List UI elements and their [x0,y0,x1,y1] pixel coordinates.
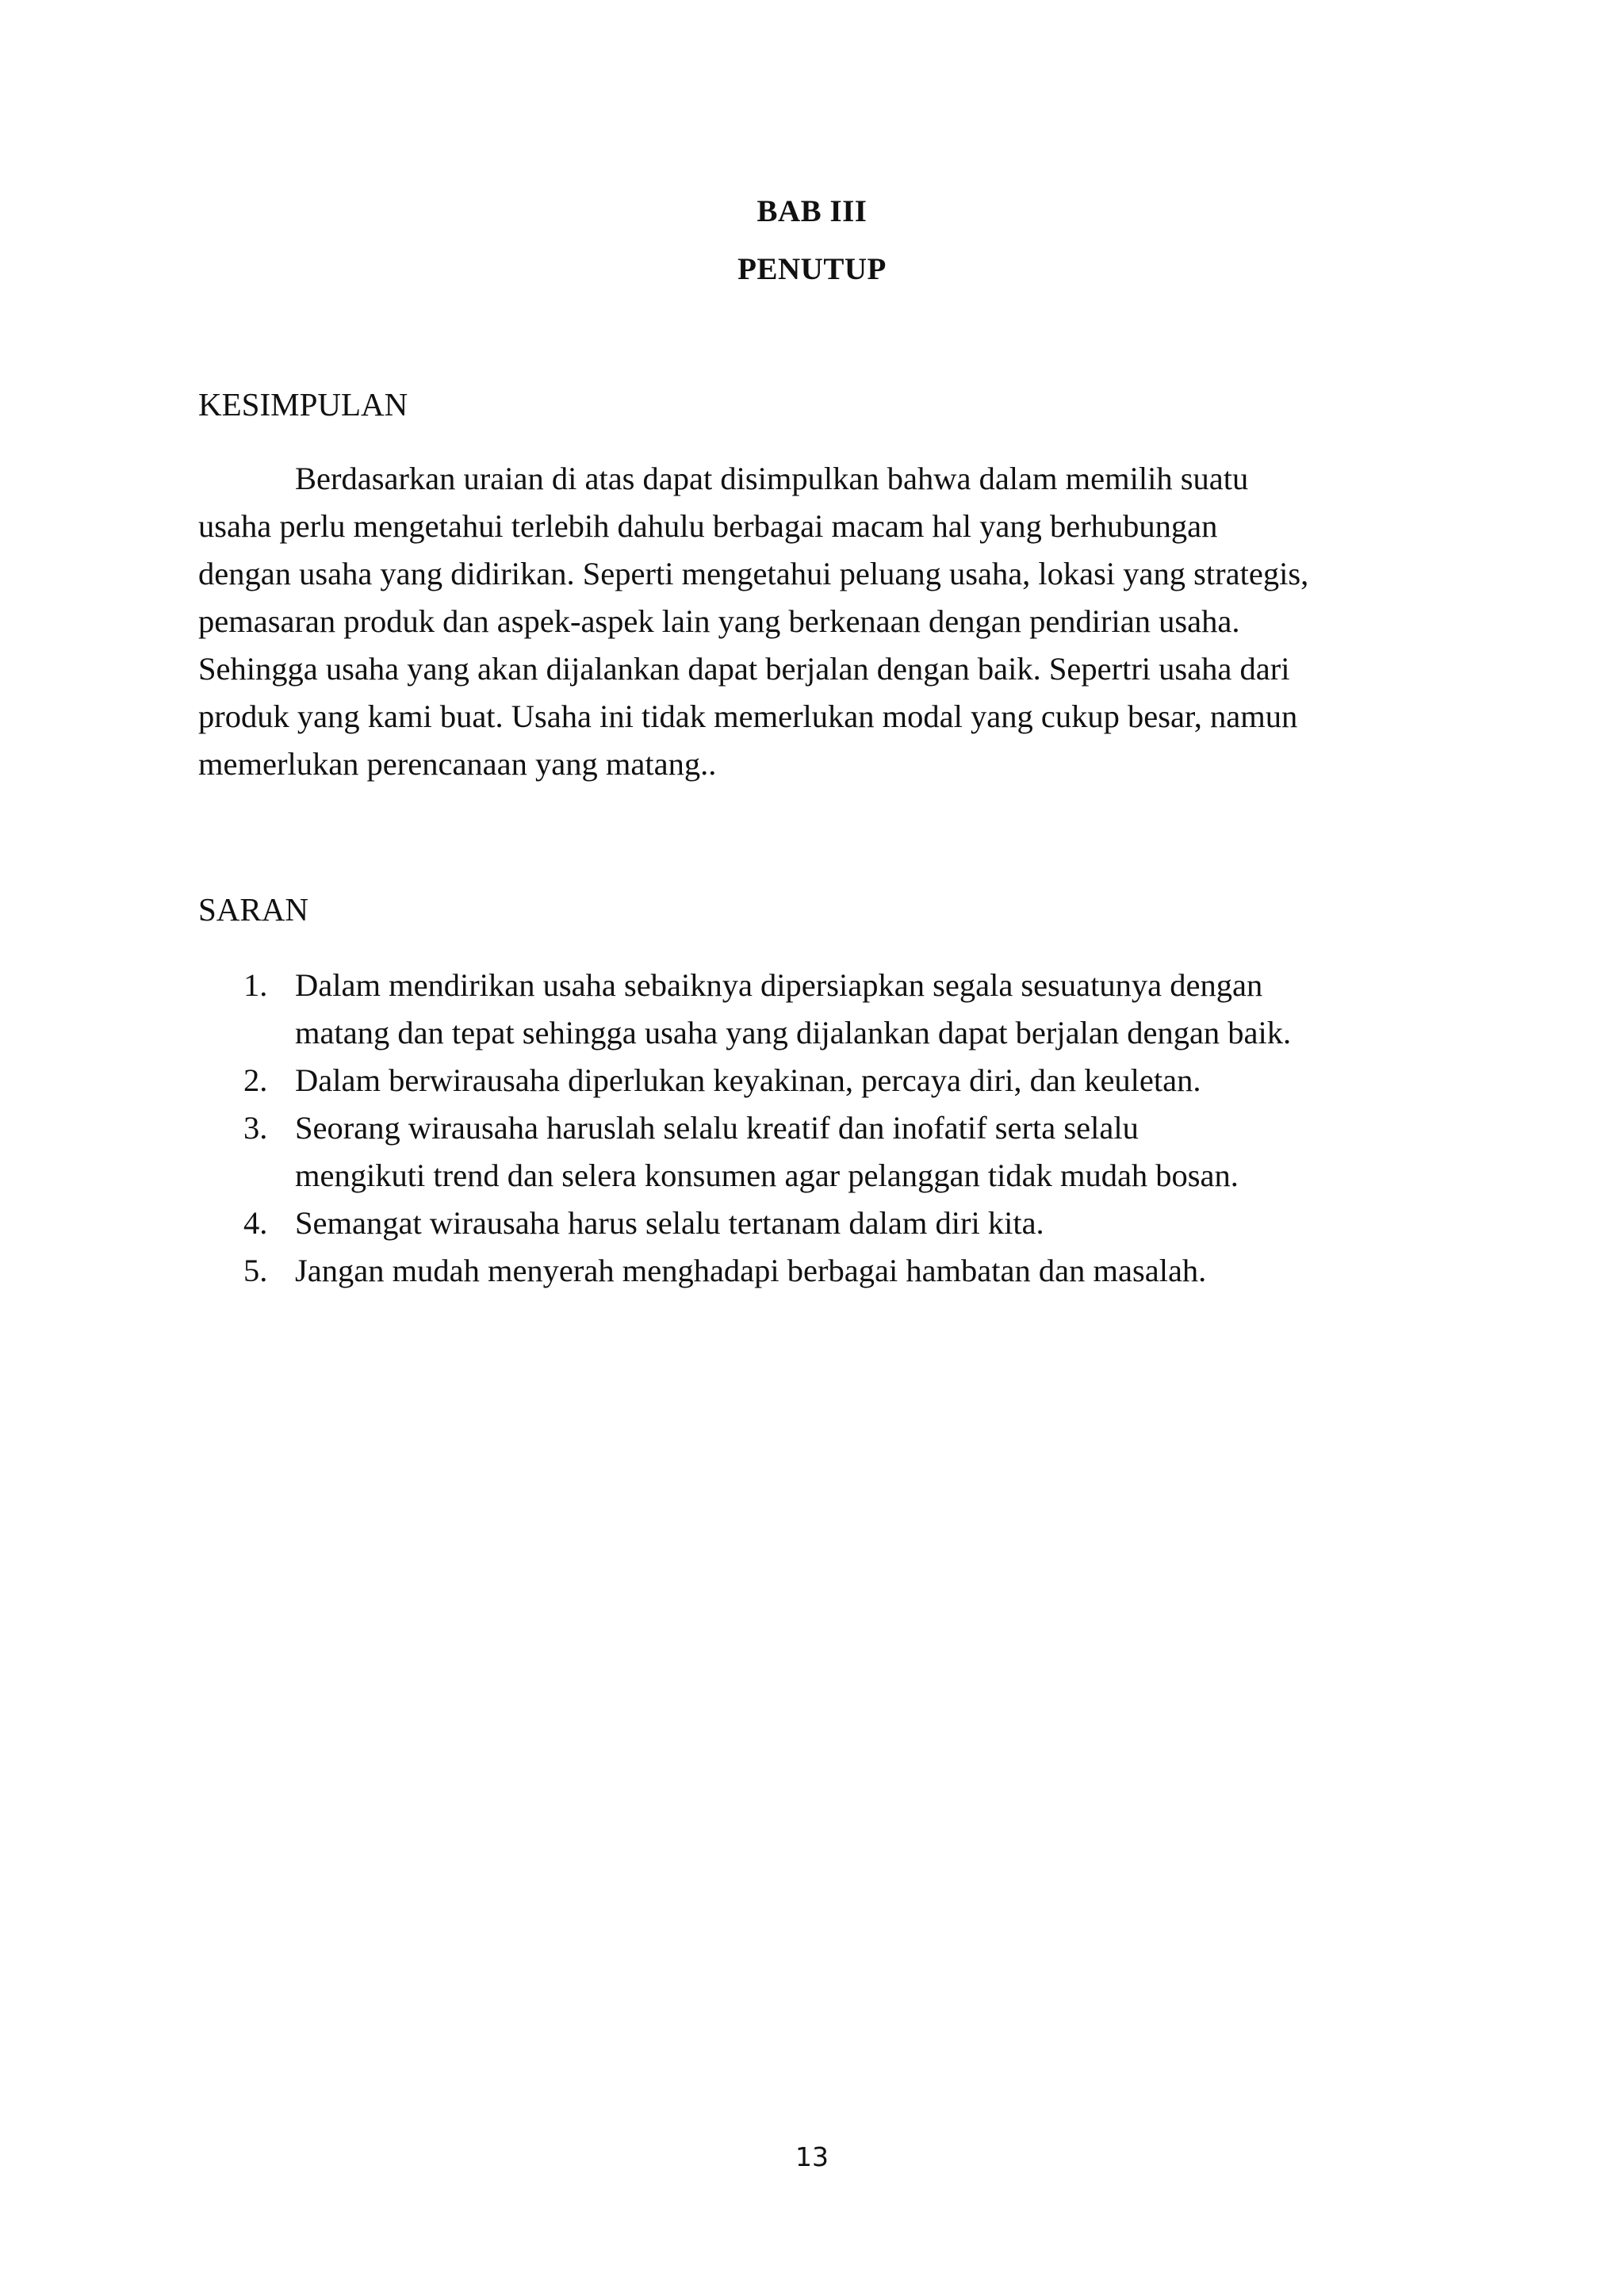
kesimpulan-paragraph [198,455,1419,788]
list-item-text [295,1057,1624,1104]
paragraph-line: Berdasarkan uraian di atas dapat disimpulkan bahwa dalam memilih suatu [295,461,1249,496]
list-item [0,1104,1624,1200]
page-number: 13 [795,2141,829,2172]
list-item-text [295,1200,1624,1247]
kesimpulan-heading: KESIMPULAN [198,386,408,423]
list-item-number: 4. [243,1205,268,1241]
list-item [0,1247,1624,1295]
paragraph-line: Sehingga usaha yang akan dijalankan dapat berjalan dengan baik. Sepertri usaha dari [198,651,1290,687]
list-item-text [295,1247,1624,1295]
chapter-label: BAB III [756,194,868,228]
list-item-line: Dalam mendirikan usaha sebaiknya dipersiapkan segala sesuatunya dengan [295,967,1263,1003]
list-item-number: 5. [243,1253,268,1288]
list-item-line: Semangat wirausaha harus selalu tertanam dalam diri kita. [295,1205,1044,1241]
paragraph-line: usaha perlu mengetahui terlebih dahulu berbagai macam hal yang berhubungan [198,508,1218,544]
saran-list [0,962,1624,1295]
paragraph-line: pemasaran produk dan aspek-aspek lain yang berkenaan dengan pendirian usaha. [198,603,1240,639]
list-item-number: 2. [243,1062,268,1098]
paragraph-line: memerlukan perencanaan yang matang.. [198,746,717,782]
list-item-line: Seorang wirausaha haruslah selalu kreatif dan inofatif serta selalu [295,1110,1139,1146]
chapter-title: PENUTUP [737,252,887,286]
paragraph-line: dengan usaha yang didirikan. Seperti mengetahui peluang usaha, lokasi yang strategis, [198,556,1309,591]
list-item-number: 3. [243,1110,268,1146]
list-item-line: mengikuti trend dan selera konsumen agar pelanggan tidak mudah bosan. [295,1158,1239,1193]
list-item-text [295,1104,1624,1200]
list-item [0,1057,1624,1104]
list-item-line: matang dan tepat sehingga usaha yang dijalankan dapat berjalan dengan baik. [295,1015,1292,1050]
list-item-number: 1. [243,967,268,1003]
saran-heading: SARAN [198,891,308,928]
paragraph-line: produk yang kami buat. Usaha ini tidak memerlukan modal yang cukup besar, namun [198,698,1298,734]
list-item-line: Jangan mudah menyerah menghadapi berbagai hambatan dan masalah. [295,1253,1207,1288]
list-item [0,1200,1624,1247]
list-item [0,962,1624,1057]
list-item-text [295,962,1624,1057]
list-item-line: Dalam berwirausaha diperlukan keyakinan, percaya diri, dan keuletan. [295,1062,1201,1098]
